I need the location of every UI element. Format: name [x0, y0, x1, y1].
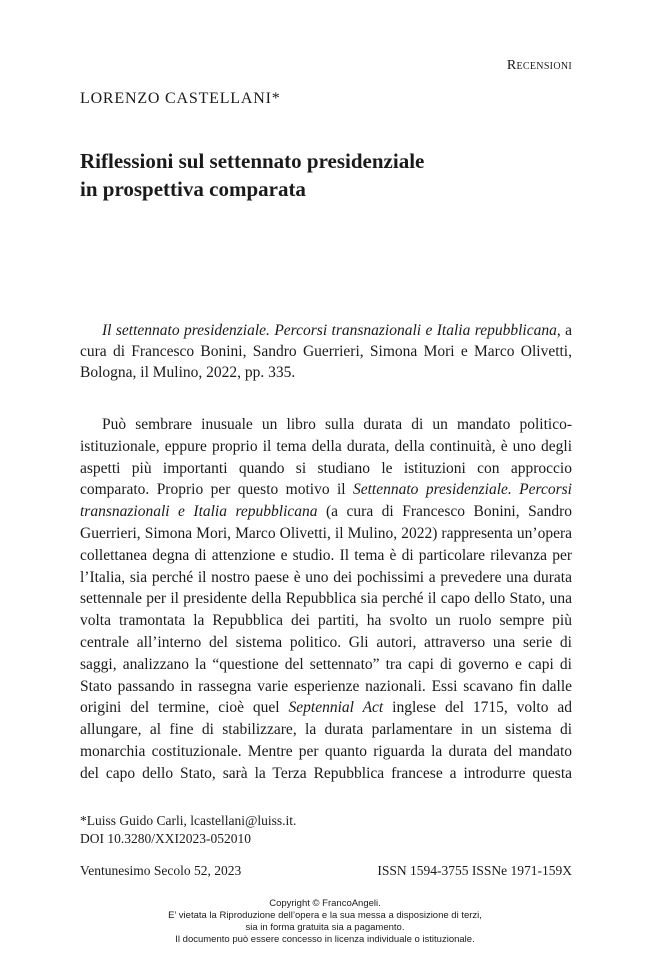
section-label: Recensioni [506, 58, 572, 73]
book-details: , a cura di Francesco Bonini, Sandro Guerrieri, Simona Mori e Marco Olivetti, Bologna, il Mulino, 2022, pp. 335. [80, 322, 572, 381]
footnote-affiliation: *Luiss Guido Carli, lcastellani@luiss.it. [80, 813, 297, 828]
copyright-line-1: Copyright © FrancoAngeli. [269, 898, 381, 909]
copyright-line-2: E’ vietata la Riproduzione dell’opera e la sua messa a disposizione di terzi, [168, 910, 482, 921]
body-text-part-3: inglese del 1715, volto ad allungare, al fine di stabilizzare, la durata parlamentare in un sistema di monarchia costituzionale. Mentre per quanto riguarda la durata del mandato del capo dello Stato, sarà la Terza Repubblica francese a introdurre questa [80, 699, 572, 782]
book-title: Il settennato presidenziale. Percorsi transnazionali e Italia repubblicana [102, 322, 557, 339]
footnote-doi: DOI 10.3280/XXI2023-052010 [80, 831, 251, 846]
copyright-line-4: Il documento può essere concesso in licenza individuale o istituzionale. [175, 934, 475, 945]
body-text-part-1: Può sembrare inusuale un libro sulla durata di un mandato politico-istituzionale, eppure proprio il tema della durata, della continuità, è uno degli aspetti più importanti quando si studiano le istituzioni con approccio comparato. Proprio per questo motivo il [80, 416, 572, 499]
issn-info: ISSN 1594-3755 ISSNe 1971-159X [377, 863, 572, 878]
copyright-line-3: sia in forma gratuita sia a pagamento. [245, 922, 405, 933]
body-paragraph [80, 414, 572, 784]
title-line-2: in prospettiva comparata [80, 177, 306, 201]
article-title [80, 147, 580, 203]
body-text-part-2: (a cura di Francesco Bonini, Sandro Guerrieri, Simona Mori, Marco Olivetti, il Mulino, 2022) rappresenta un’opera collettanea degna di attenzione e studio. Il tema è di particolare rilevanza per l’Italia, sia perché il nostro paese è uno dei pochissimi a prevedere una durata settennale per il presidente della Repubblica sia perché il capo dello Stato, una volta tramontata la Repubblica dei partiti, ha svolto un ruolo sempre più centrale all’interno del sistema politico. Gli autori, attraverso una serie di saggi, analizzano la “questione del settennato” tra capi di governo e capi di Stato passando in rassegna varie esperienze nazionali. Essi scavano fin dalle origini del termine, cioè quel [80, 503, 572, 717]
book-reference [80, 320, 572, 383]
copyright-notice [0, 898, 650, 946]
body-act-name: Septennial Act [288, 699, 384, 717]
author-name: LORENZO CASTELLANI* [80, 90, 281, 107]
title-line-1: Riflessioni sul settennato presidenziale [80, 149, 425, 173]
footnote [80, 812, 296, 848]
journal-info: Ventunesimo Secolo 52, 2023 [80, 863, 242, 878]
body-book-title: Settennato presidenziale. Percorsi transnazionali e Italia repubblicana [80, 481, 572, 521]
